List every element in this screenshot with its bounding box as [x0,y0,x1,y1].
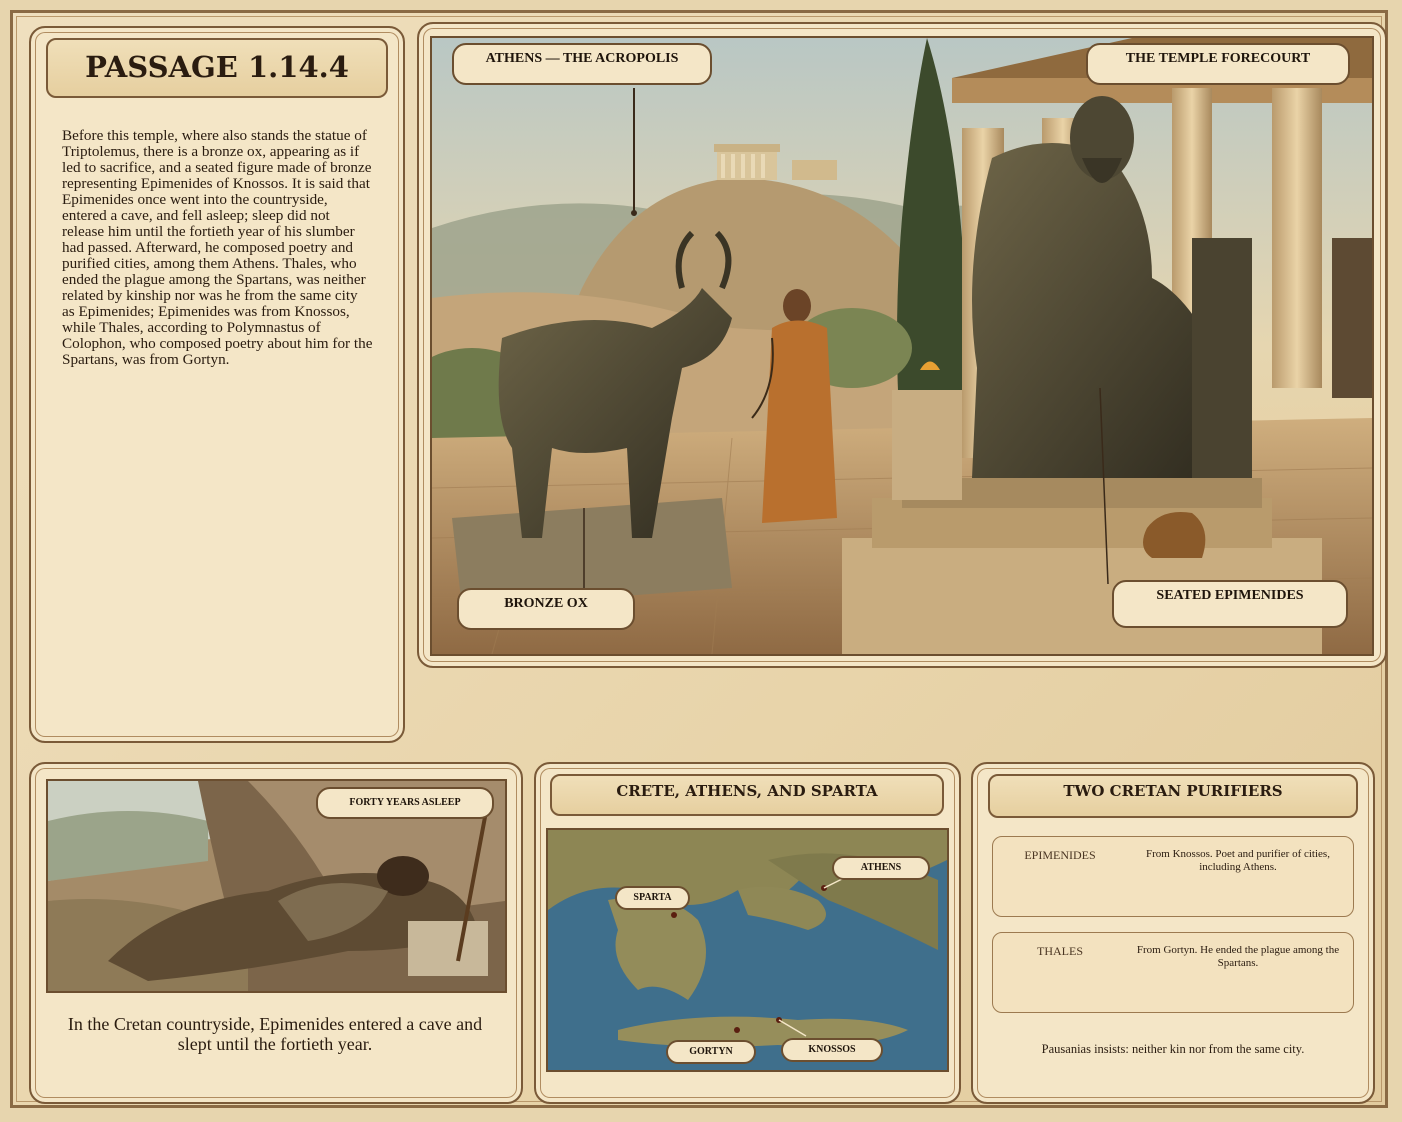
purifiers-title: TWO CRETAN PURIFIERS [988,774,1358,818]
map-label-sparta: SPARTA [615,886,690,910]
purifier-name: THALES [1037,944,1083,958]
purifiers-note: Pausanias insists: neither kin nor from the same city. [1041,1042,1305,1056]
label-seated-epimenides: SEATED EPIMENIDES [1112,580,1348,628]
map-title: CRETE, ATHENS, AND SPARTA [550,774,944,816]
temple-scene-illustration [430,36,1374,656]
purifier-desc: From Knossos. Poet and purifier of cities, including Athens. [1146,848,1330,873]
purifier-card-thales [992,932,1354,1013]
map-label-athens: ATHENS [832,856,930,880]
purifier-card-epimenides [992,836,1354,917]
cave-caption: In the Cretan countryside, Epimenides entered a cave and slept until the fortieth year. [67,1014,483,1054]
label-acropolis: ATHENS — THE ACROPOLIS [452,43,712,85]
temple-scene-svg [432,38,1372,654]
purifier-name: EPIMENIDES [1024,848,1096,862]
label-temple-forecourt: THE TEMPLE FORECOURT [1086,43,1350,85]
passage-title: PASSAGE 1.14.4 [46,38,388,98]
map-label-knossos: KNOSSOS [781,1038,883,1062]
label-forty-years-asleep: FORTY YEARS ASLEEP [316,787,494,819]
map-label-gortyn: GORTYN [666,1040,756,1064]
label-bronze-ox: BRONZE OX [457,588,635,630]
passage-text: Before this temple, where also stands the statue of Triptolemus, there is a bronze ox, appearing as if led to sacrifice, and a seated figure made of bronze representing Epimenides of Knossos. It is said that Epimenides once went into the countryside, entered a cave, and fell asleep; sleep did not release him until the fortieth year of his slumber had passed. Afterward, he composed poetry and purified cities, among them Athens. Thales, who ended the plague among the Spartans, was neither related by kinship nor was he from the same city as Epimenides; Epimenides was from Knossos, while Thales, according to Polymnastus of Colophon, who composed poetry about him for the Spartans, was from Gortyn. [62,127,373,368]
purifier-desc: From Gortyn. He ended the plague among the Spartans. [1136,944,1340,969]
